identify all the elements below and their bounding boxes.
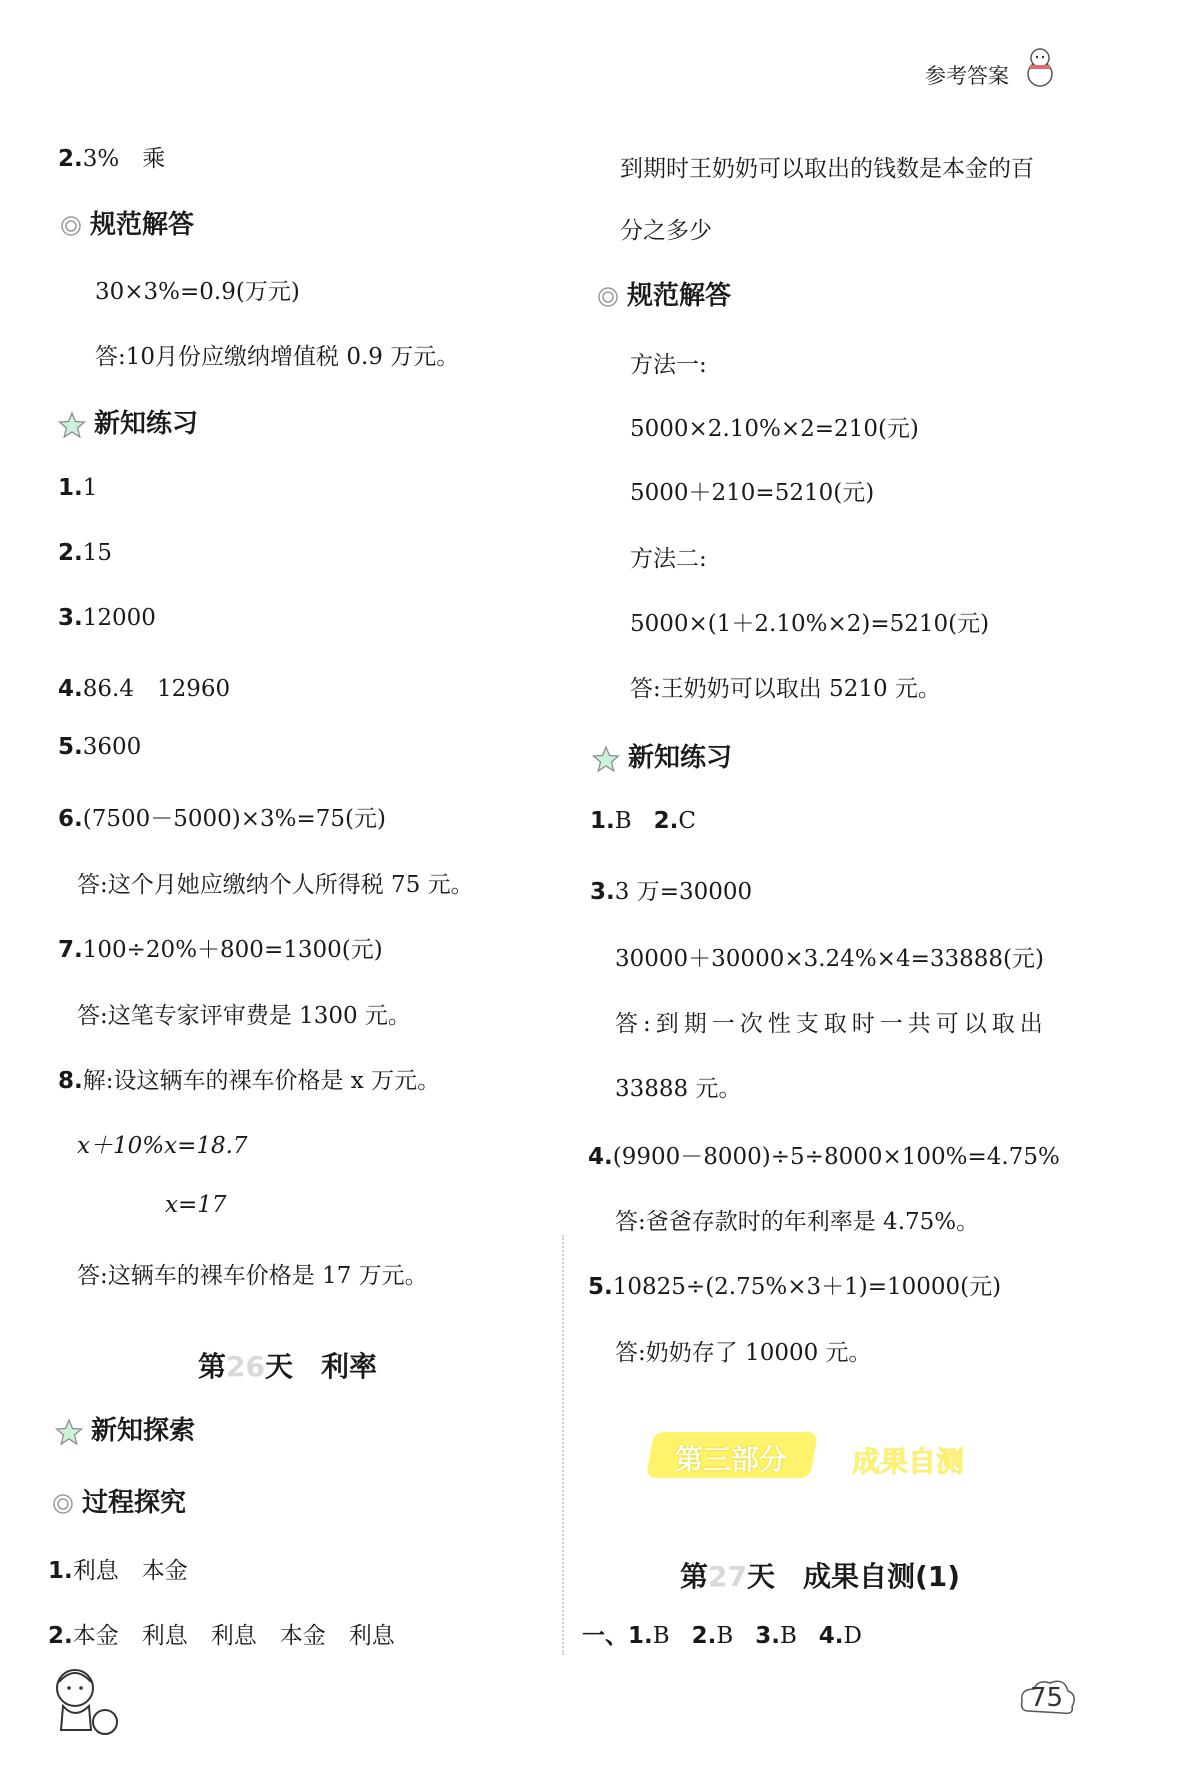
answer-line: 到期时王奶奶可以取出的钱数是本金的百 <box>620 156 1034 182</box>
snowman-icon <box>1022 44 1058 88</box>
answer-line: 5000＋210=5210(元) <box>630 480 875 506</box>
answer-line: 方法一: <box>630 352 707 378</box>
answer-line: 3.12000 <box>58 605 156 631</box>
section-heading-new-practice: 新知练习 <box>592 737 732 774</box>
answer-line: 2.15 <box>58 540 113 566</box>
answer-line: 7.100÷20%＋800=1300(元) <box>58 937 383 963</box>
answer-line: 答:爸爸存款时的年利率是 4.75%。 <box>615 1209 980 1235</box>
day-title-27: 第27天 成果自测(1) <box>680 1560 961 1593</box>
child-illustration-icon <box>45 1660 120 1740</box>
answer-line: 5000×2.10%×2=210(元) <box>630 416 919 442</box>
equation-line: x＋10%x=18.7 <box>77 1133 248 1159</box>
star-icon <box>58 411 86 439</box>
answer-line: 答:到期一次性支取时一共可以取出 <box>615 1011 1048 1037</box>
page-number: 75 <box>1030 1683 1064 1713</box>
day-title-26: 第26天 利率 <box>198 1350 377 1383</box>
section-heading-standard-answer: 规范解答 <box>597 275 731 312</box>
part-banner-title: 成果自测 <box>852 1445 965 1478</box>
answer-line: 1.B 2.C <box>590 808 696 834</box>
answer-line: 一、1.B 2.B 3.B 4.D <box>582 1623 862 1649</box>
answer-line: 答:这个月她应缴纳个人所得税 75 元。 <box>77 872 474 898</box>
answer-line: 答:这辆车的裸车价格是 17 万元。 <box>77 1263 428 1289</box>
section-heading-new-practice: 新知练习 <box>58 403 198 440</box>
answer-line: 1.1 <box>58 475 98 501</box>
answer-line: 5.3600 <box>58 734 142 760</box>
answer-line: 30000＋30000×3.24%×4=33888(元) <box>615 946 1044 972</box>
answer-line: 5.10825÷(2.75%×3＋1)=10000(元) <box>588 1274 1002 1300</box>
answer-line: 4.86.4 12960 <box>58 676 231 702</box>
answer-line: 8.解:设这辆车的裸车价格是 x 万元。 <box>58 1068 441 1094</box>
answer-line: 分之多少 <box>620 218 712 244</box>
section-heading-new-explore: 新知探索 <box>55 1410 195 1447</box>
section-heading-process: 过程探究 <box>52 1482 186 1519</box>
star-icon <box>592 745 620 773</box>
section-heading-standard-answer: 规范解答 <box>60 204 194 241</box>
answer-line: 答:10月份应缴纳增值税 0.9 万元。 <box>95 344 460 370</box>
double-circle-icon <box>60 215 82 237</box>
answer-line: 3.3 万=30000 <box>590 879 753 905</box>
double-circle-icon <box>52 1493 74 1515</box>
star-icon <box>55 1418 83 1446</box>
answer-line: 2.本金 利息 利息 本金 利息 <box>48 1623 395 1649</box>
header-label: 参考答案 <box>925 64 1009 88</box>
part-banner-label: 第三部分 <box>675 1443 788 1476</box>
answer-line: 1.利息 本金 <box>48 1558 188 1584</box>
answer-line: 5000×(1＋2.10%×2)=5210(元) <box>630 611 990 637</box>
double-circle-icon <box>597 286 619 308</box>
answer-line: 4.(9900－8000)÷5÷8000×100%=4.75% <box>588 1144 1060 1170</box>
answer-line: 答:这笔专家评审费是 1300 元。 <box>77 1003 411 1029</box>
answer-line: 答:王奶奶可以取出 5210 元。 <box>630 676 941 702</box>
answer-line: 2.3% 乘 <box>58 146 166 172</box>
answer-line: 6.(7500－5000)×3%=75(元) <box>58 806 387 832</box>
answer-line: 答:奶奶存了 10000 元。 <box>615 1340 872 1366</box>
answer-line: 30×3%=0.9(万元) <box>95 279 300 305</box>
column-divider <box>562 1235 564 1655</box>
answer-line: 方法二: <box>630 546 707 572</box>
answer-line: 33888 元。 <box>615 1076 742 1102</box>
equation-line: x=17 <box>165 1192 227 1218</box>
